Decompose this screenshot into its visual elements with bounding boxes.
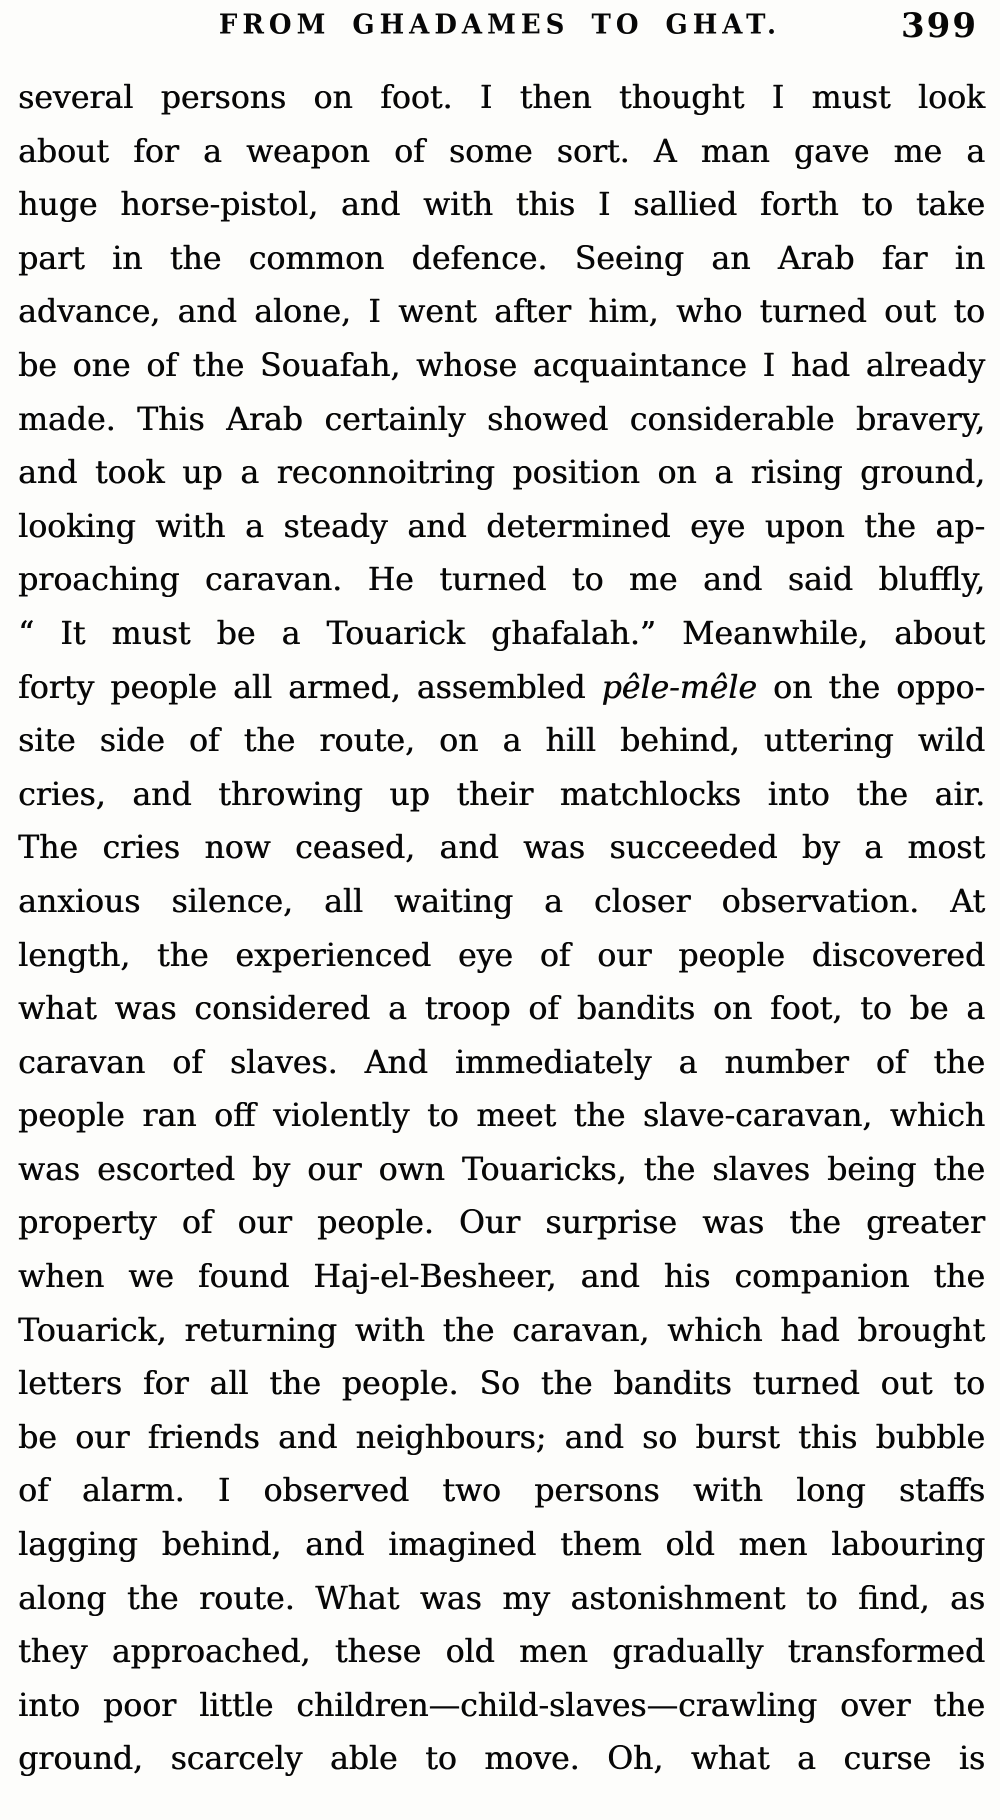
text-line: Touarick, returning with the caravan, which had brought (18, 1312, 985, 1349)
text-line: cries, and throwing up their matchlocks into the air. (18, 776, 985, 813)
text-line: site side of the route, on a hill behind, uttering wild (18, 723, 985, 760)
text-line: be our friends and neighbours; and so burst this bubble (18, 1419, 985, 1456)
body-text (18, 72, 985, 1787)
text-line: part in the common defence. Seeing an Arab far in (18, 240, 985, 277)
page-number: 399 (901, 6, 978, 46)
text-line: be one of the Souafah, whose acquaintance I had already (18, 347, 985, 384)
text-line: they approached, these old men gradually transformed (18, 1634, 985, 1671)
text-line: into poor little children—child-slaves—crawling over the (18, 1687, 985, 1724)
text-line: letters for all the people. So the bandits turned out to (18, 1366, 985, 1403)
text-line: looking with a steady and determined eye upon the ap- (18, 508, 985, 545)
text-line: lagging behind, and imagined them old men labouring (18, 1527, 985, 1564)
text-line: advance, and alone, I went after him, who turned out to (18, 294, 985, 331)
text-line: several persons on foot. I then thought I must look (18, 80, 985, 116)
text-line: and took up a reconnoitring position on a rising ground, (18, 455, 985, 492)
text-line: was escorted by our own Touaricks, the slaves being the (18, 1151, 985, 1188)
text-line: made. This Arab certainly showed considerable bravery, (18, 401, 985, 438)
text-line: of alarm. I observed two persons with long staffs (18, 1473, 985, 1510)
running-title: FROM GHADAMES TO GHAT. (218, 9, 782, 41)
text-line: people ran off violently to meet the slave-caravan, which (18, 1098, 985, 1135)
text-line: “ It must be a Touarick ghafalah.” Meanwhile, about (18, 615, 985, 652)
text-line: what was considered a troop of bandits on foot, to be a (18, 991, 985, 1028)
text-line: about for a weapon of some sort. A man gave me a (18, 133, 985, 170)
text-line: length, the experienced eye of our people discovered (18, 937, 985, 974)
text-line: property of our people. Our surprise was the greater (18, 1205, 985, 1242)
text-line: along the route. What was my astonishment to find, as (18, 1580, 985, 1617)
text-line: forty people all armed, assembled pêle-mêle on the oppo- (18, 669, 985, 706)
text-line: ground, scarcely able to move. Oh, what a curse is (18, 1741, 985, 1778)
text-line: when we found Haj-el-Besheer, and his companion the (18, 1259, 985, 1296)
text-line: The cries now ceased, and was succeeded by a most (18, 830, 985, 867)
text-line: huge horse-pistol, and with this I sallied forth to take (18, 187, 985, 224)
text-line: caravan of slaves. And immediately a number of the (18, 1044, 985, 1081)
page-header (0, 0, 1000, 56)
text-line: proaching caravan. He turned to me and said bluffly, (18, 562, 985, 599)
text-line: anxious silence, all waiting a closer observation. At (18, 883, 985, 920)
